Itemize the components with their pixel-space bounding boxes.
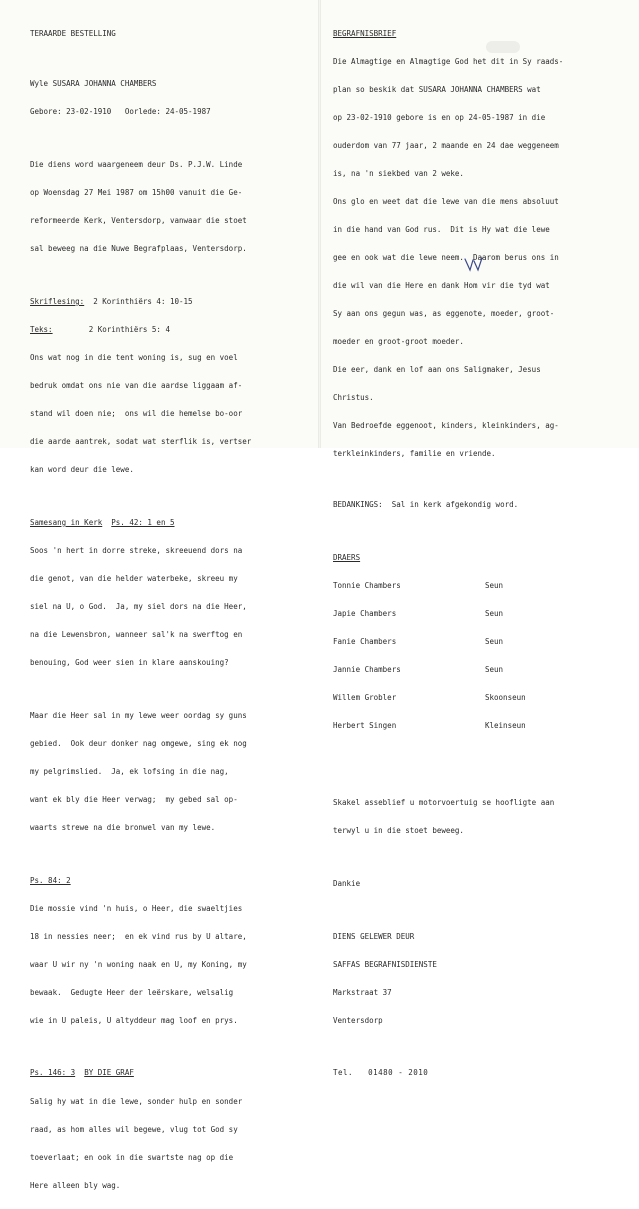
letter-line: Ons glo en weet dat die lewe van die mens absoluut bbox=[333, 196, 559, 206]
hymn-line: Salig hy wat in die lewe, sonder hulp en sonder bbox=[30, 1096, 243, 1106]
undertaker-line: Markstraat 37 bbox=[333, 987, 392, 997]
hymn-3-reference: Ps. 146: 3 bbox=[30, 1068, 76, 1078]
text-body-line: die aarde aantrek, sodat wat sterflik is, vertser bbox=[30, 437, 252, 447]
right-column bbox=[333, 10, 633, 1097]
hymn-3-heading bbox=[30, 1068, 312, 1077]
hymn-line: siel na U, o God. Ja, my siel dors na die Heer, bbox=[30, 601, 247, 611]
letter-line: Die eer, dank en lof aan ons Saligmaker, Jesus bbox=[333, 365, 541, 375]
hymn-line: bewaak. Gedugte Heer der leërskare, welsalig bbox=[30, 987, 234, 997]
hymn-line: Here alleen bly wag. bbox=[30, 1180, 121, 1190]
pallbearer-name: Tonnie Chambers bbox=[333, 580, 401, 590]
hymn-line: want ek bly die Heer verwag; my gebed sal op- bbox=[30, 794, 238, 804]
page-fold bbox=[318, 0, 321, 448]
letter-line: is, na 'n siekbed van 2 weke. bbox=[333, 168, 464, 178]
scripture-reading bbox=[30, 297, 312, 306]
hymn-line: die genot, van die helder waterbeke, skreeu my bbox=[30, 573, 238, 583]
pallbearer-relation: Skoonseun bbox=[485, 692, 526, 702]
hymn-line: toeverlaat; en ook in die swartste nag op die bbox=[30, 1152, 234, 1162]
letter-line: die wil van die Here en dank Hom vir die tyd wat bbox=[333, 280, 550, 290]
text-body-line: bedruk omdat ons nie van die aardse liggaam af- bbox=[30, 381, 243, 391]
thanks-text: Dankie bbox=[333, 878, 361, 888]
pallbearer-name: Fanie Chambers bbox=[333, 636, 397, 646]
hymn-line: 18 in nessies neer; en ek vind rus by U altare, bbox=[30, 931, 247, 941]
hymn-line: waar U wir ny 'n woning naak en U, my Koning, my bbox=[30, 959, 247, 969]
letter-line: gee en ook wat die lewe neem. Daarom berus ons in bbox=[333, 252, 559, 262]
undertaker-line: SAFFAS BEGRAFNISDIENSTE bbox=[333, 959, 437, 969]
hymn-1-heading bbox=[30, 518, 312, 527]
telephone-number: 01480 - 2010 bbox=[368, 1068, 429, 1078]
text-body-line: Ons wat nog in die tent woning is, sug en voel bbox=[30, 353, 238, 363]
intro-line: reformeerde Kerk, Ventersdorp, vanwaar die stoet bbox=[30, 216, 247, 226]
pallbearer-row bbox=[333, 581, 633, 590]
order-of-service-heading: TERAARDE BESTELLING bbox=[30, 28, 116, 38]
letter-line: Sy aan ons gegun was, as eggenote, moeder, groot- bbox=[333, 309, 555, 318]
pallbearer-relation: Seun bbox=[485, 664, 504, 674]
funeral-letter-heading: BEGRAFNISBRIEF bbox=[333, 28, 397, 38]
hymn-line: Maar die Heer sal in my lewe weer oordag sy guns bbox=[30, 710, 247, 720]
intro-line: sal beweeg na die Nuwe Begrafplaas, Ventersdorp. bbox=[30, 244, 247, 254]
pallbearer-row bbox=[333, 637, 633, 646]
letter-line: op 23-02-1910 gebore is en op 24-05-1987 in die bbox=[333, 112, 546, 122]
acknowledgements bbox=[333, 500, 633, 509]
text-body-line: stand wil doen nie; ons wil die hemelse bo-oor bbox=[30, 409, 243, 419]
telephone-label: Tel. bbox=[333, 1068, 354, 1078]
hymn-line: benouing, God weer sien in klare aanskouing? bbox=[30, 658, 229, 668]
intro-line: Die diens word waargeneem deur Ds. P.J.W. Linde bbox=[30, 160, 243, 170]
pallbearer-name: Jannie Chambers bbox=[333, 664, 401, 674]
pallbearer-name: Willem Grobler bbox=[333, 692, 397, 702]
letter-line: Christus. bbox=[333, 393, 374, 403]
headlights-request: terwyl u in die stoet beweeg. bbox=[333, 826, 464, 836]
hymn-1-label: Samesang in Kerk bbox=[30, 517, 103, 527]
pallbearer-relation: Seun bbox=[485, 608, 504, 618]
scripture-label: Skriflesing: bbox=[30, 296, 85, 306]
hymn-line: Soos 'n hert in dorre streke, skreeuend dors na bbox=[30, 545, 243, 555]
letter-sign-off: Van Bedroefde eggenoot, kinders, kleinkinders, ag- bbox=[333, 421, 559, 431]
undertaker-line: DIENS GELEWER DEUR bbox=[333, 931, 415, 941]
pallbearers-heading: DRAERS bbox=[333, 552, 361, 562]
letter-line: ouderdom van 77 jaar, 2 maande en 24 dae weggeneem bbox=[333, 140, 559, 150]
headlights-request: Skakel asseblief u motorvoertuig se hoofligte aan bbox=[333, 798, 555, 808]
acknowledgements-text: Sal in kerk afgekondig word. bbox=[391, 499, 519, 509]
hymn-line: na die Lewensbron, wanneer sal'k na swerftog en bbox=[30, 630, 243, 639]
pallbearer-relation: Seun bbox=[485, 636, 504, 646]
hymn-2-reference: Ps. 84: 2 bbox=[30, 875, 71, 885]
pallbearer-row bbox=[333, 693, 633, 702]
deceased-name: Wyle SUSARA JOHANNA CHAMBERS bbox=[30, 79, 157, 89]
pallbearer-relation: Kleinseun bbox=[485, 720, 526, 730]
letter-line: moeder en groot-groot moeder. bbox=[333, 337, 464, 347]
birth-death-dates: Gebore: 23-02-1910 Oorlede: 24-05-1987 bbox=[30, 107, 211, 117]
pallbearer-name: Herbert Singen bbox=[333, 720, 397, 730]
scripture-reference: 2 Korinthiërs 4: 10-15 bbox=[93, 296, 193, 306]
hymn-line: wie in U paleis, U altyddeur mag loof en prys. bbox=[30, 1015, 238, 1025]
telephone bbox=[333, 1068, 633, 1077]
handwritten-signature-mark bbox=[462, 255, 488, 273]
pallbearer-row bbox=[333, 609, 633, 618]
hymn-line: gebied. Ook deur donker nag omgewe, sing ek nog bbox=[30, 738, 247, 748]
acknowledgements-label: BEDANKINGS: bbox=[333, 499, 383, 509]
hymn-line: waarts strewe na die bronwel van my lewe. bbox=[30, 822, 216, 832]
undertaker-line: Ventersdorp bbox=[333, 1015, 383, 1025]
hymn-line: my pelgrimslied. Ja, ek lofsing in die nag, bbox=[30, 766, 229, 776]
letter-line: in die hand van God rus. Dit is Hy wat die lewe bbox=[333, 224, 550, 234]
text-body-line: kan word deur die lewe. bbox=[30, 465, 134, 475]
letter-sign-off: terkleinkinders, familie en vriende. bbox=[333, 449, 496, 459]
pallbearer-relation: Seun bbox=[485, 580, 504, 590]
text-label: Teks: bbox=[30, 325, 53, 334]
text-reference: 2 Korinthiërs 5: 4 bbox=[88, 325, 170, 334]
letter-line: plan so beskik dat SUSARA JOHANNA CHAMBERS wat bbox=[333, 84, 541, 94]
hymn-line: raad, as hom alles wil begewe, vlug tot God sy bbox=[30, 1124, 238, 1134]
letter-line: Die Almagtige en Almagtige God het dit in Sy raads- bbox=[333, 56, 564, 66]
sermon-text bbox=[30, 325, 312, 334]
pallbearer-row bbox=[333, 721, 633, 730]
graveside-title: BY DIE GRAF bbox=[84, 1068, 134, 1078]
pallbearer-name: Japie Chambers bbox=[333, 608, 397, 618]
intro-line: op Woensdag 27 Mei 1987 om 15h00 vanuit die Ge- bbox=[30, 188, 243, 198]
hymn-2-heading bbox=[30, 876, 312, 885]
hymn-line: Die mossie vind 'n huis, o Heer, die swaeltjies bbox=[30, 903, 243, 913]
left-column bbox=[30, 10, 312, 1209]
hymn-1-reference: Ps. 42: 1 en 5 bbox=[111, 517, 175, 527]
pallbearer-row bbox=[333, 665, 633, 674]
